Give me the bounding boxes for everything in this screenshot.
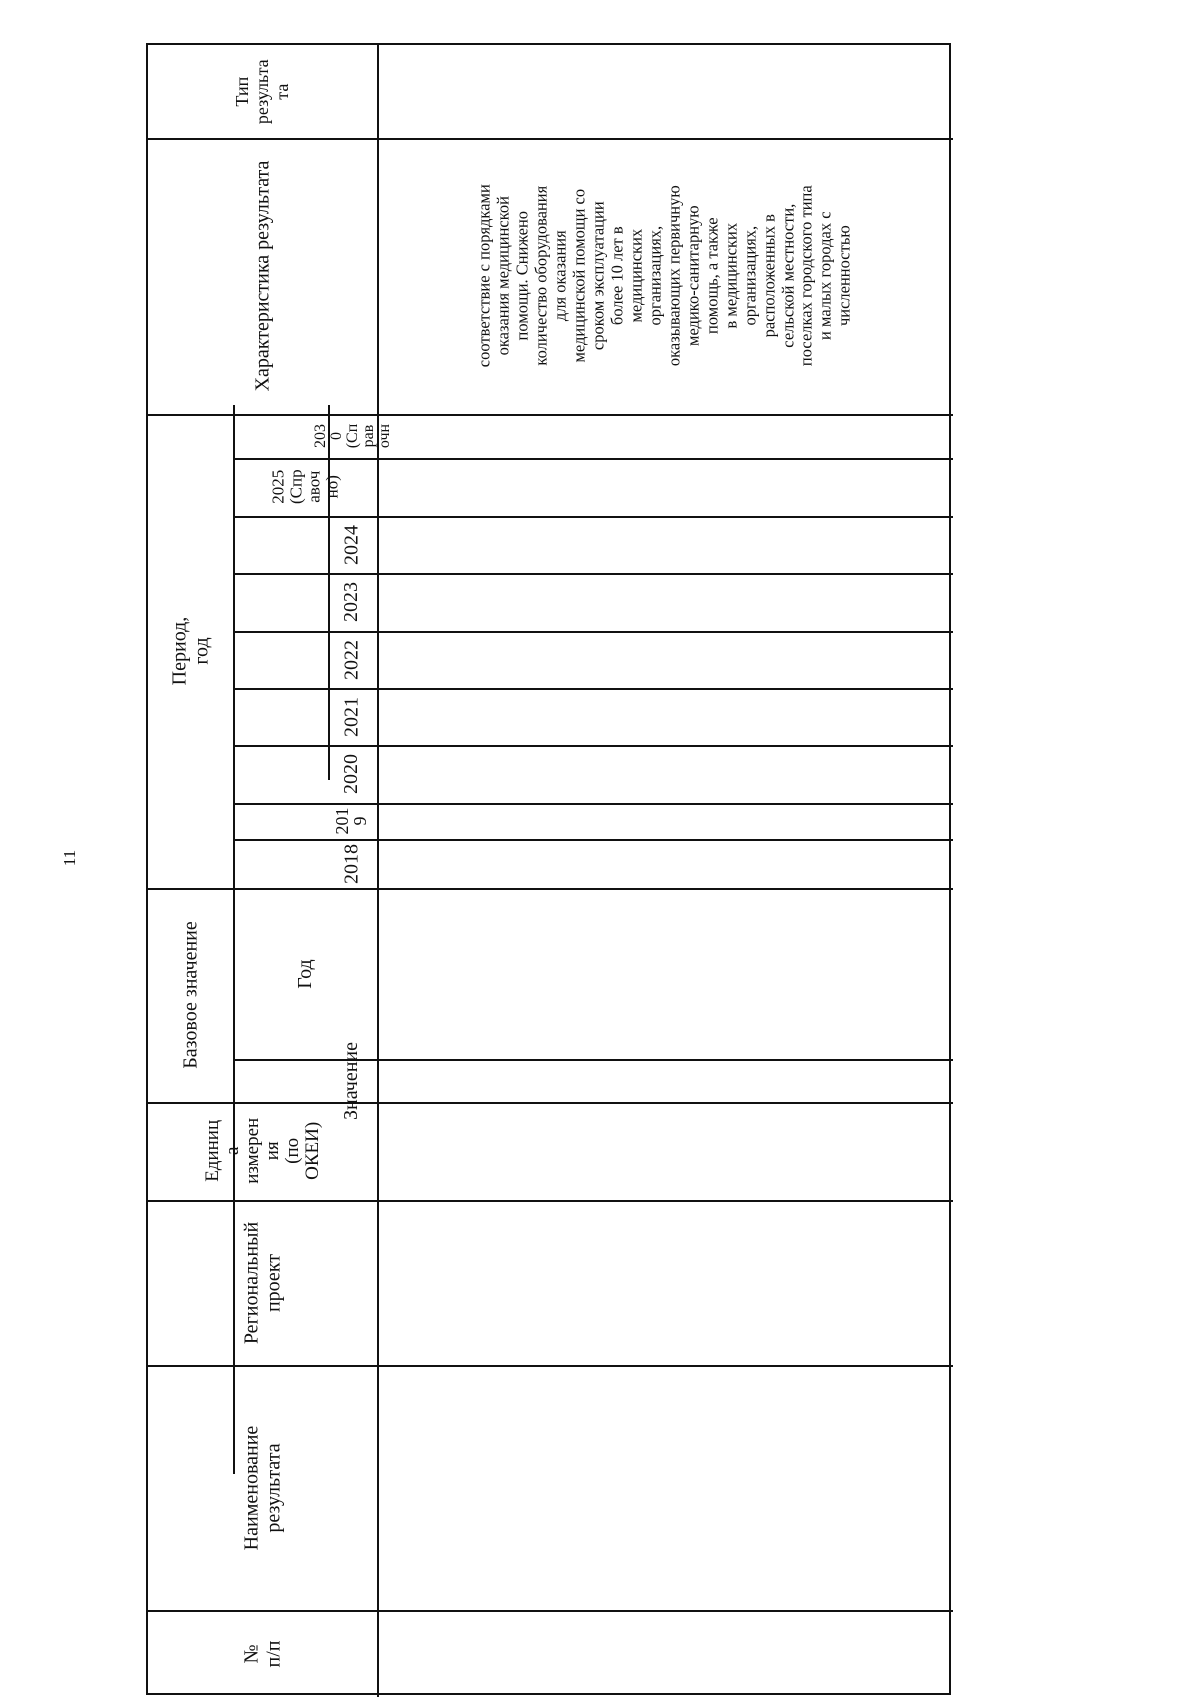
- header-year-2020: 2020: [340, 754, 362, 794]
- header-base-value: Значение: [340, 1041, 362, 1120]
- header-year-2018: 2018: [340, 843, 362, 884]
- header-result-name: Наименование результата: [240, 1425, 285, 1550]
- header-year-2022: 2022: [340, 639, 362, 680]
- page-number: 11: [60, 849, 79, 867]
- header-unit: Единиц а измерен ия (по ОКЕИ): [201, 1118, 323, 1184]
- row-characteristic: соответствие с порядками оказания медицинской помощи. Снижено количество оборудования для оказания медицинской помощи со сроком эксплуатации более 10 лет в медицинских организациях, оказывающих первичную медико-санитарную помощь, а также в медицинских организациях, расположенных в сельской местности, поселках городского типа и малых городах с численностью: [474, 184, 854, 368]
- header-characteristic: Характеристика результата: [251, 160, 274, 392]
- header-year-2019: 201 9: [332, 807, 370, 835]
- header-year-2023: 2023: [340, 582, 362, 622]
- header-year-2021: 2021: [340, 696, 362, 737]
- results-table: [146, 43, 951, 1695]
- header-base-year: Год: [294, 958, 316, 989]
- header-year-2024: 2024: [340, 524, 362, 565]
- header-row-number: № п/п: [240, 1640, 285, 1667]
- header-result-type: Тип результа та: [231, 59, 292, 124]
- header-regional-project: Региональный проект: [240, 1221, 285, 1344]
- header-period: Период, год: [168, 616, 213, 686]
- header-base: Базовое значение: [179, 921, 202, 1069]
- header-year-2030: 203 0 (Сп рав очн: [311, 423, 393, 449]
- header-year-2025: 2025 (Спр авоч но): [268, 469, 341, 505]
